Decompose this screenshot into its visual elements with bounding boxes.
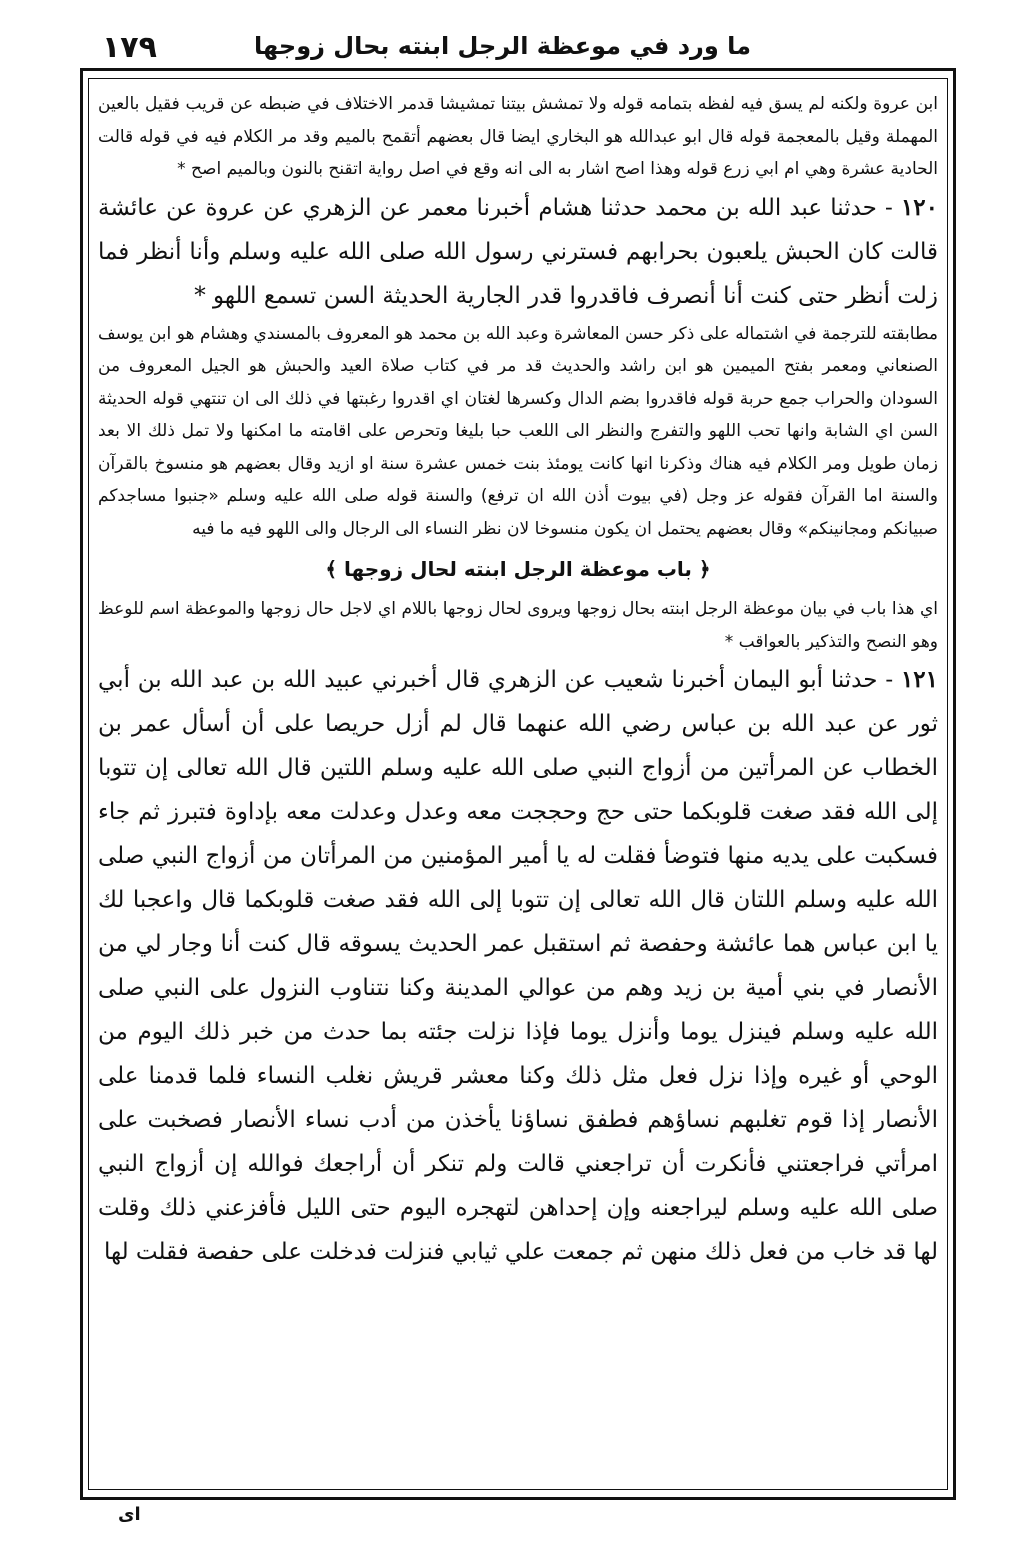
text-body <box>98 88 938 1488</box>
page-header <box>70 24 951 68</box>
hadith-121: ١٢١ - حدثنا أبو اليمان أخبرنا شعيب عن الزهري قال أخبرني عبيد الله بن عبد الله بن أبي ثور عن عبد الله بن عباس رضي الله عنهما قال لم أزل حريصا على أن أسأل عمر بن الخطاب عن المرأتين من أزواج النبي صلى الله عليه وسلم اللتين قال الله تعالى إن تتوبا إلى الله فقد صغت قلوبكما حتى حج وحججت معه وعدل وعدلت معه بإداوة فتبرز ثم جاء فسكبت على يديه منها فتوضأ فقلت له يا أمير المؤمنين من المرأتان من أزواج النبي صلى الله عليه وسلم اللتان قال الله تعالى إن تتوبا إلى الله فقد صغت قلوبكما قال واعجبا لك يا ابن عباس هما عائشة وحفصة ثم استقبل عمر الحديث يسوقه قال كنت أنا وجار لي من الأنصار في بني أمية بن زيد وهم من عوالي المدينة وكنا نتناوب النزول على النبي صلى الله عليه وسلم فينزل يوما وأنزل يوما فإذا نزلت جئته بما حدث من خبر ذلك اليوم من الوحي أو غيره وإذا نزل فعل مثل ذلك وكنا معشر قريش نغلب النساء فلما قدمنا على الأنصار إذا قوم تغلبهم نساؤهم فطفق نساؤنا يأخذن من أدب نساء الأنصار فصخبت على امرأتي فراجعتني فأنكرت أن تراجعني قالت ولم تنكر أن أراجعك فوالله إن أزواج النبي صلى الله عليه وسلم ليراجعنه وإن إحداهن لتهجره اليوم حتى الليل فأفزعني ذلك وقلت لها قد خاب من فعل ذلك منهن ثم جمعت علي ثيابي فنزلت فدخلت على حفصة فقلت لها <box>98 666 938 1265</box>
commentary-paragraph: اي هذا باب في بيان موعظة الرجل ابنته بحال زوجها ويروى لحال زوجها باللام اي لاجل حال زوجها والموعظة اسم للوعظ وهو النصح والتذكير بالعواقب * <box>98 599 938 652</box>
commentary-paragraph: مطابقته للترجمة في اشتماله على ذكر حسن المعاشرة وعبد الله بن محمد هو المعروف بالمسندي وهشام هو ابن يوسف الصنعاني ومعمر بفتح الميمين هو ابن راشد والحديث قد مر في كتاب صلاة العيد والحبش هو الجيل المعروف من السودان والحراب جمع حربة قوله فاقدروا بضم الدال وكسرها لغتان اي اقدروا رغبتها في ذلك الى ان تنتهي قوله الحديثة السن اي الشابة وانها تحب اللهو والتفرج والنظر الى اللعب حبا بليغا وتحرص على اقامته ما امكنها ولا تمل ذلك الا بعد زمان طويل ومر الكلام فيه هناك وذكرنا انها كانت يومئذ بنت خمس عشرة سنة او ازيد وقال بعضهم هو منسوخ بالقرآن والسنة اما القرآن فقوله عز وجل (في بيوت أذن الله ان ترفع) والسنة قوله صلى الله عليه وسلم «جنبوا مساجدكم صبيانكم ومجانينكم» وقال بعضهم يحتمل ان يكون منسوخا لان نظر النساء الى الرجال والى اللهو فيه ما فيه <box>98 323 938 539</box>
page-number: ١٧٩ <box>102 30 157 65</box>
chapter-heading: ﴿ باب موعظة الرجل ابنته لحال زوجها ﴾ <box>325 557 711 581</box>
hadith-number: ١٢١ <box>900 666 938 693</box>
commentary-paragraph: ابن عروة ولكنه لم يسق فيه لفظه بتمامه قوله ولا تمشش بيتنا تمشيشا قدمر الاختلاف في ضبطه عن قريب فقيل بالعين المهملة وقيل بالمعجمة قوله قال ابو عبدالله هو البخاري ايضا قال بعضهم أتقمح بالميم وقد مر الكلام فيه في قوله قالت الحادية عشرة وهي ام ابي زرع قوله وهذا اصح اشار به الى انه وقع في اصل رواية اتقنح بالنون وبالميم اصح * <box>98 94 938 179</box>
hadith-text: حدثنا أبو اليمان أخبرنا شعيب عن الزهري قال أخبرني عبيد الله بن عبد الله بن أبي ثور عن عبد الله بن عباس رضي الله عنهما قال لم أزل حريصا على أن أسأل عمر بن الخطاب عن المرأتين من أزواج النبي صلى الله عليه وسلم اللتين قال الله تعالى إن تتوبا إلى الله فقد صغت قلوبكما حتى حج وحججت معه وعدل وعدلت معه بإداوة فتبرز ثم جاء فسكبت على يديه منها فتوضأ فقلت له يا أمير المؤمنين من المرأتان من أزواج النبي صلى الله عليه وسلم اللتان قال الله تعالى إن تتوبا إلى الله فقد صغت قلوبكما قال واعجبا لك يا ابن عباس هما عائشة وحفصة ثم استقبل عمر الحديث يسوقه قال كنت أنا وجار لي من الأنصار في بني أمية بن زيد وهم من عوالي المدينة وكنا نتناوب النزول على النبي صلى الله عليه وسلم فينزل يوما وأنزل يوما فإذا نزلت جئته بما حدث من خبر ذلك اليوم من الوحي أو غيره وإذا نزل فعل مثل ذلك وكنا معشر قريش نغلب النساء فلما قدمنا على الأنصار إذا قوم تغلبهم نساؤهم فطفق نساؤنا يأخذن من أدب نساء الأنصار فصخبت على امرأتي فراجعتني فأنكرت أن تراجعني قالت ولم تنكر أن أراجعك فوالله إن أزواج النبي صلى الله عليه وسلم ليراجعنه وإن إحداهن لتهجره اليوم حتى الليل فأفزعني ذلك وقلت لها قد خاب من فعل ذلك منهن ثم جمعت علي ثيابي فنزلت فدخلت على حفصة فقلت لها <box>98 667 938 1265</box>
hadith-120: ١٢٠ - حدثنا عبد الله بن محمد حدثنا هشام أخبرنا معمر عن الزهري عن عروة عن عائشة قالت كان الحبش يلعبون بحرابهم فسترني رسول الله صلى الله عليه وسلم وأنا أنظر فما زلت أنظر حتى كنت أنا أنصرف فاقدروا قدر الجارية الحديثة السن تسمع اللهو * <box>98 193 938 309</box>
hadith-number: ١٢٠ <box>900 193 938 221</box>
hadith-text: حدثنا عبد الله بن محمد حدثنا هشام أخبرنا معمر عن الزهري عن عروة عن عائشة قالت كان الحبش يلعبون بحرابهم فسترني رسول الله صلى الله عليه وسلم وأنا أنظر فما زلت أنظر حتى كنت أنا أنصرف فاقدروا قدر الجارية الحديثة السن تسمع اللهو * <box>98 194 938 309</box>
catchword: اى <box>118 1504 141 1525</box>
running-title: ما ورد في موعظة الرجل ابنته بحال زوجها <box>254 32 751 60</box>
